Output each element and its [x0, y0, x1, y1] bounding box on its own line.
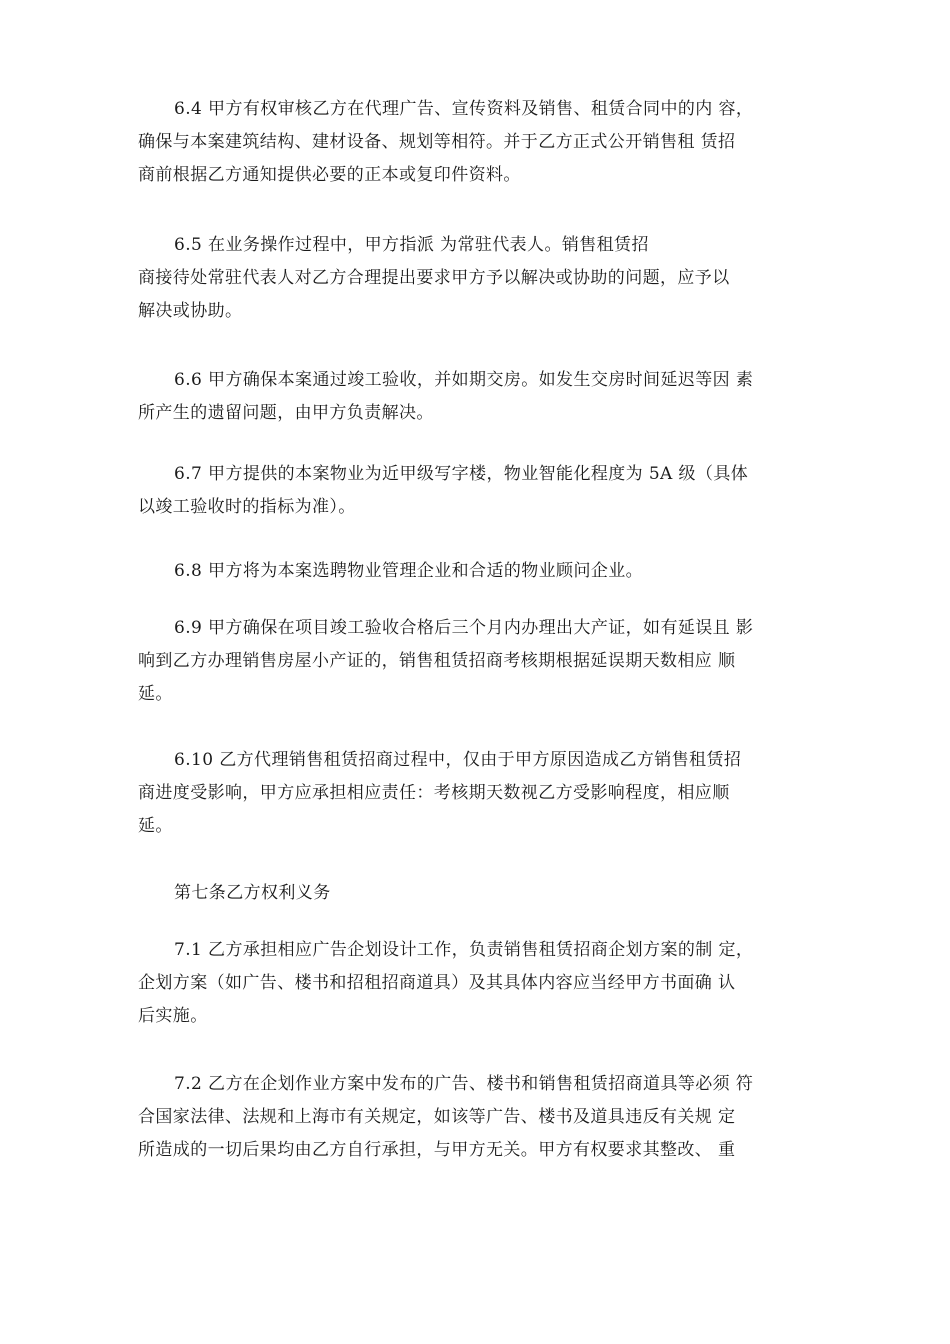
- clause-7-2: [138, 1068, 818, 1167]
- text-line: 合国家法律、法规和上海市有关规定，如该等广告、楼书及道具违反有关规 定: [138, 1107, 736, 1127]
- text-line: 响到乙方办理销售房屋小产证的，销售租赁招商考核期根据延误期天数相应 顺: [138, 651, 736, 671]
- text-line: 7.2 乙方在企划作业方案中发布的广告、楼书和销售租赁招商道具等必须 符: [174, 1074, 754, 1094]
- text-line: 企划方案（如广告、楼书和招租招商道具）及其具体内容应当经甲方书面确 认: [138, 973, 736, 993]
- text-line: 6.10 乙方代理销售租赁招商过程中，仅由于甲方原因造成乙方销售租赁招: [174, 750, 742, 770]
- text-line: 后实施。: [138, 1006, 208, 1026]
- text-line: 延。: [138, 684, 173, 704]
- text-line: 6.8 甲方将为本案选聘物业管理企业和合适的物业顾问企业。: [174, 561, 644, 581]
- text-line: 6.7 甲方提供的本案物业为近甲级写字楼，物业智能化程度为 5A 级（具体: [174, 464, 749, 484]
- text-line: 7.1 乙方承担相应广告企划设计工作，负责销售租赁招商企划方案的制 定，: [174, 940, 754, 960]
- text-line: 6.6 甲方确保本案通过竣工验收，并如期交房。如发生交房时间延迟等因 素: [174, 370, 754, 390]
- clause-6-7: [138, 458, 818, 524]
- clause-6-6: [138, 364, 818, 430]
- text-line: 商前根据乙方通知提供必要的正本或复印件资料。: [138, 165, 521, 185]
- text-line: 解决或协助。: [138, 301, 243, 321]
- text-line: 所产生的遗留问题，由甲方负责解决。: [138, 403, 434, 423]
- text-line: 确保与本案建筑结构、建材设备、规划等相符。并于乙方正式公开销售租 赁招: [138, 132, 736, 152]
- clause-6-9: [138, 612, 818, 711]
- section-heading: 第七条乙方权利义务: [174, 883, 331, 903]
- text-line: 6.4 甲方有权审核乙方在代理广告、宣传资料及销售、租赁合同中的内 容，: [174, 99, 754, 119]
- clause-6-10: [138, 744, 818, 843]
- clause-7-1: [138, 934, 818, 1033]
- text-line: 以竣工验收时的指标为准）。: [138, 497, 356, 517]
- clause-6-4: [138, 93, 818, 192]
- text-line: 商接待处常驻代表人对乙方合理提出要求甲方予以解决或协助的问题，应予以: [138, 268, 730, 288]
- clause-6-8: [138, 555, 818, 588]
- text-line: 所造成的一切后果均由乙方自行承担，与甲方无关。甲方有权要求其整改、 重: [138, 1140, 736, 1160]
- text-line: 延。: [138, 816, 173, 836]
- text-line: 6.9 甲方确保在项目竣工验收合格后三个月内办理出大产证，如有延误且 影: [174, 618, 754, 638]
- article-7-heading: [138, 877, 818, 910]
- clause-6-5: [138, 229, 818, 328]
- text-line: 商进度受影响，甲方应承担相应责任：考核期天数视乙方受影响程度，相应顺: [138, 783, 730, 803]
- text-line: 6.5 在业务操作过程中，甲方指派 为常驻代表人。销售租赁招: [174, 235, 649, 255]
